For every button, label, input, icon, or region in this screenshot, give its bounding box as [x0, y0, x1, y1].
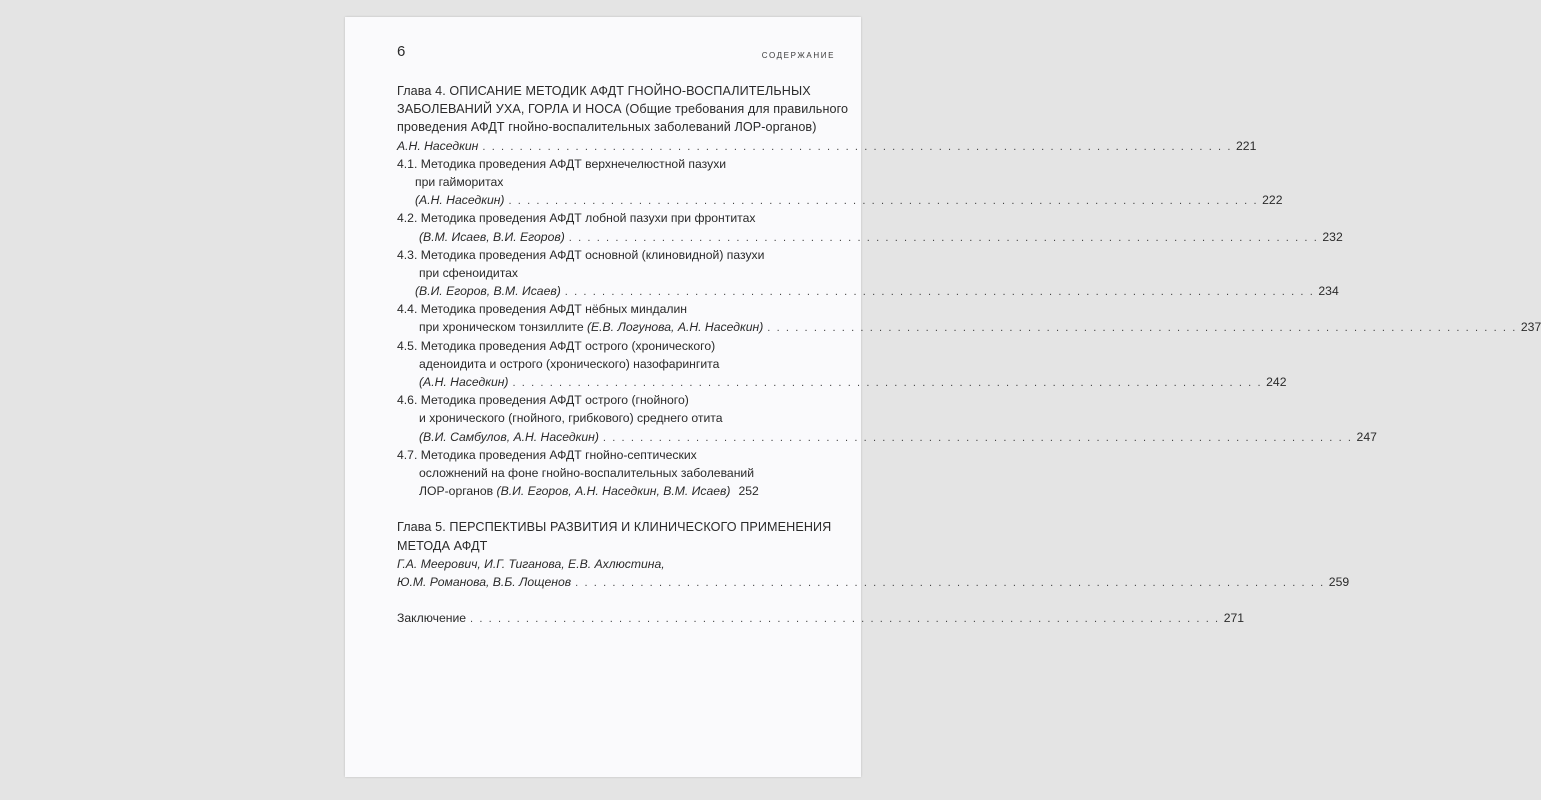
page-number: 6: [397, 43, 406, 60]
chapter4-title-line-1: Глава 4. ОПИСАНИЕ МЕТОДИК АФДТ ГНОЙНО-ВОСПАЛИТЕЛЬНЫХ: [397, 84, 811, 98]
section-4-6-entry[interactable]: [397, 428, 1377, 446]
section-4-1-page: 222: [1262, 193, 1283, 208]
spacer: [397, 500, 837, 518]
section-4-5-line-2: аденоидита и острого (хронического) назофарингита: [419, 356, 720, 371]
section-4-6-author: (В.И. Самбулов, А.Н. Наседкин): [419, 429, 599, 444]
chapter4-title-line-2: ЗАБОЛЕВАНИЙ УХА, ГОРЛА И НОСА (Общие требования для правильного: [397, 102, 849, 117]
section-4-3-entry[interactable]: [397, 282, 1339, 300]
book-page: [345, 17, 1541, 777]
section-4-5-entry[interactable]: [397, 373, 1287, 391]
chapter5-entry[interactable]: [397, 573, 1350, 591]
chapter5-authors-text-1: Г.А. Меерович, И.Г. Тиганова, Е.В. Ахлюстина,: [397, 556, 665, 571]
section-4-3-author: (В.И. Егоров, В.М. Исаев): [415, 284, 561, 299]
leader-dots: . . . . . . . . . . . . . . . . . . . . . . . . . . . . . . . . . . . . . . . . . . . . . . . . . . . . . . . . . . . . . . . . . . . . . . . . . . . . . . . . .: [564, 286, 1315, 299]
section-4-7-author: (В.И. Егоров, А.Н. Наседкин, В.М. Исаев): [496, 484, 731, 499]
spacer: [397, 591, 837, 609]
section-4-2-page: 232: [1322, 229, 1343, 244]
section-4-6-line-1: 4.6. Методика проведения АФДТ острого (гнойного): [397, 393, 689, 408]
chapter5-page: 259: [1328, 574, 1350, 589]
leader-dots: . . . . . . . . . . . . . . . . . . . . . . . . . . . . . . . . . . . . . . . . . . . . . . . . . . . . . . . . . . . . . . . . . . . . . . . . . . . . . . . . .: [470, 613, 1220, 626]
section-4-3-line-2: при сфеноидитах: [419, 265, 519, 280]
chapter4-author: А.Н. Наседкин: [397, 138, 479, 153]
leader-dots: . . . . . . . . . . . . . . . . . . . . . . . . . . . . . . . . . . . . . . . . . . . . . . . . . . . . . . . . . . . . . . . . . . . . . . . . . . . . . . . . .: [508, 195, 1259, 208]
chapter4-page: 221: [1236, 138, 1257, 153]
section-4-4-page: 237: [1520, 320, 1541, 335]
chapter5-authors-line-2: Ю.М. Романова, В.Б. Лощенов: [397, 574, 572, 589]
chapter5-title-line-2: МЕТОДА АФДТ: [397, 538, 488, 553]
chapter4-title-line-3: проведения АФДТ гнойно-воспалительных заболеваний ЛОР-органов): [397, 120, 817, 135]
section-4-2-entry[interactable]: [397, 228, 1343, 246]
section-4-4-line-1: 4.4. Методика проведения АФДТ нёбных миндалин: [397, 302, 688, 317]
leader-dots: . . . . . . . . . . . . . . . . . . . . . . . . . . . . . . . . . . . . . . . . . . . . . . . . . . . . . . . . . . . . . . . . . . . . . . . . . . . . . . . . .: [767, 322, 1517, 335]
conclusion-page: 271: [1223, 611, 1245, 626]
section-4-7-text: ЛОР-органов: [419, 484, 497, 499]
section-4-5-line-1: 4.5. Методика проведения АФДТ острого (хронического): [397, 338, 716, 353]
section-4-4-line-2: [419, 318, 763, 336]
section-4-1-line-2: при гайморитах: [415, 174, 504, 189]
section-4-3-line-1: 4.3. Методика проведения АФДТ основной (клиновидной) пазухи: [397, 247, 765, 262]
section-4-1-entry[interactable]: [397, 191, 1283, 209]
section-4-7-line-2: осложнений на фоне гнойно-воспалительных заболеваний: [419, 465, 755, 480]
section-4-7-line-1: 4.7. Методика проведения АФДТ гнойно-септических: [397, 447, 697, 462]
leader-dots: . . . . . . . . . . . . . . . . . . . . . . . . . . . . . . . . . . . . . . . . . . . . . . . . . . . . . . . . . . . . . . . . . . . . . . . . . . . . . . . . .: [575, 576, 1325, 589]
section-4-4-entry[interactable]: [397, 318, 1541, 336]
section-4-4-author: (Е.В. Логунова, А.Н. Наседкин): [586, 320, 764, 335]
section-4-7-page: 252: [738, 484, 759, 499]
conclusion-label: Заключение: [397, 611, 467, 626]
section-4-3-page: 234: [1318, 284, 1339, 299]
leader-dots: . . . . . . . . . . . . . . . . . . . . . . . . . . . . . . . . . . . . . . . . . . . . . . . . . . . . . . . . . . . . . . . . . . . . . . . . . . . . . . . . .: [602, 431, 1353, 444]
section-4-1-line-1: 4.1. Методика проведения АФДТ верхнечелюстной пазухи: [397, 156, 727, 171]
section-4-7-entry[interactable]: [397, 482, 837, 500]
section-4-4-text: при хроническом тонзиллите: [419, 320, 587, 335]
leader-dots: . . . . . . . . . . . . . . . . . . . . . . . . . . . . . . . . . . . . . . . . . . . . . . . . . . . . . . . . . . . . . . . . . . . . . . . . . . . . . . . . .: [482, 140, 1233, 153]
conclusion-entry[interactable]: [397, 609, 1245, 627]
section-4-6-page: 247: [1356, 429, 1377, 444]
table-of-contents: [397, 82, 1541, 627]
section-4-1-author: (А.Н. Наседкин): [415, 193, 505, 208]
section-4-5-author: (А.Н. Наседкин): [419, 375, 509, 389]
leader-dots: . . . . . . . . . . . . . . . . . . . . . . . . . . . . . . . . . . . . . . . . . . . . . . . . . . . . . . . . . . . . . . . . . . . . . . . . . . . . . . . . .: [568, 231, 1319, 244]
section-4-2-author: (В.М. Исаев, В.И. Егоров): [419, 229, 565, 244]
section-4-2-line-1: 4.2. Методика проведения АФДТ лобной пазухи при фронтитах: [397, 211, 756, 226]
section-4-6-line-2: и хронического (гнойного, грибкового) среднего отита: [419, 411, 723, 426]
leader-dots: . . . . . . . . . . . . . . . . . . . . . . . . . . . . . . . . . . . . . . . . . . . . . . . . . . . . . . . . . . . . . . . . . . . . . . . . . . . . . . . . .: [512, 377, 1263, 389]
section-4-7-line-3: [419, 482, 730, 500]
running-head: СОДЕРЖАНИЕ: [761, 51, 835, 60]
chapter5-authors-line-1: [397, 555, 837, 573]
chapter4-author-entry[interactable]: [397, 137, 1257, 155]
chapter5-title-line-1: Глава 5. ПЕРСПЕКТИВЫ РАЗВИТИЯ И КЛИНИЧЕСКОГО ПРИМЕНЕНИЯ: [397, 520, 832, 535]
section-4-5-page: 242: [1266, 375, 1287, 389]
